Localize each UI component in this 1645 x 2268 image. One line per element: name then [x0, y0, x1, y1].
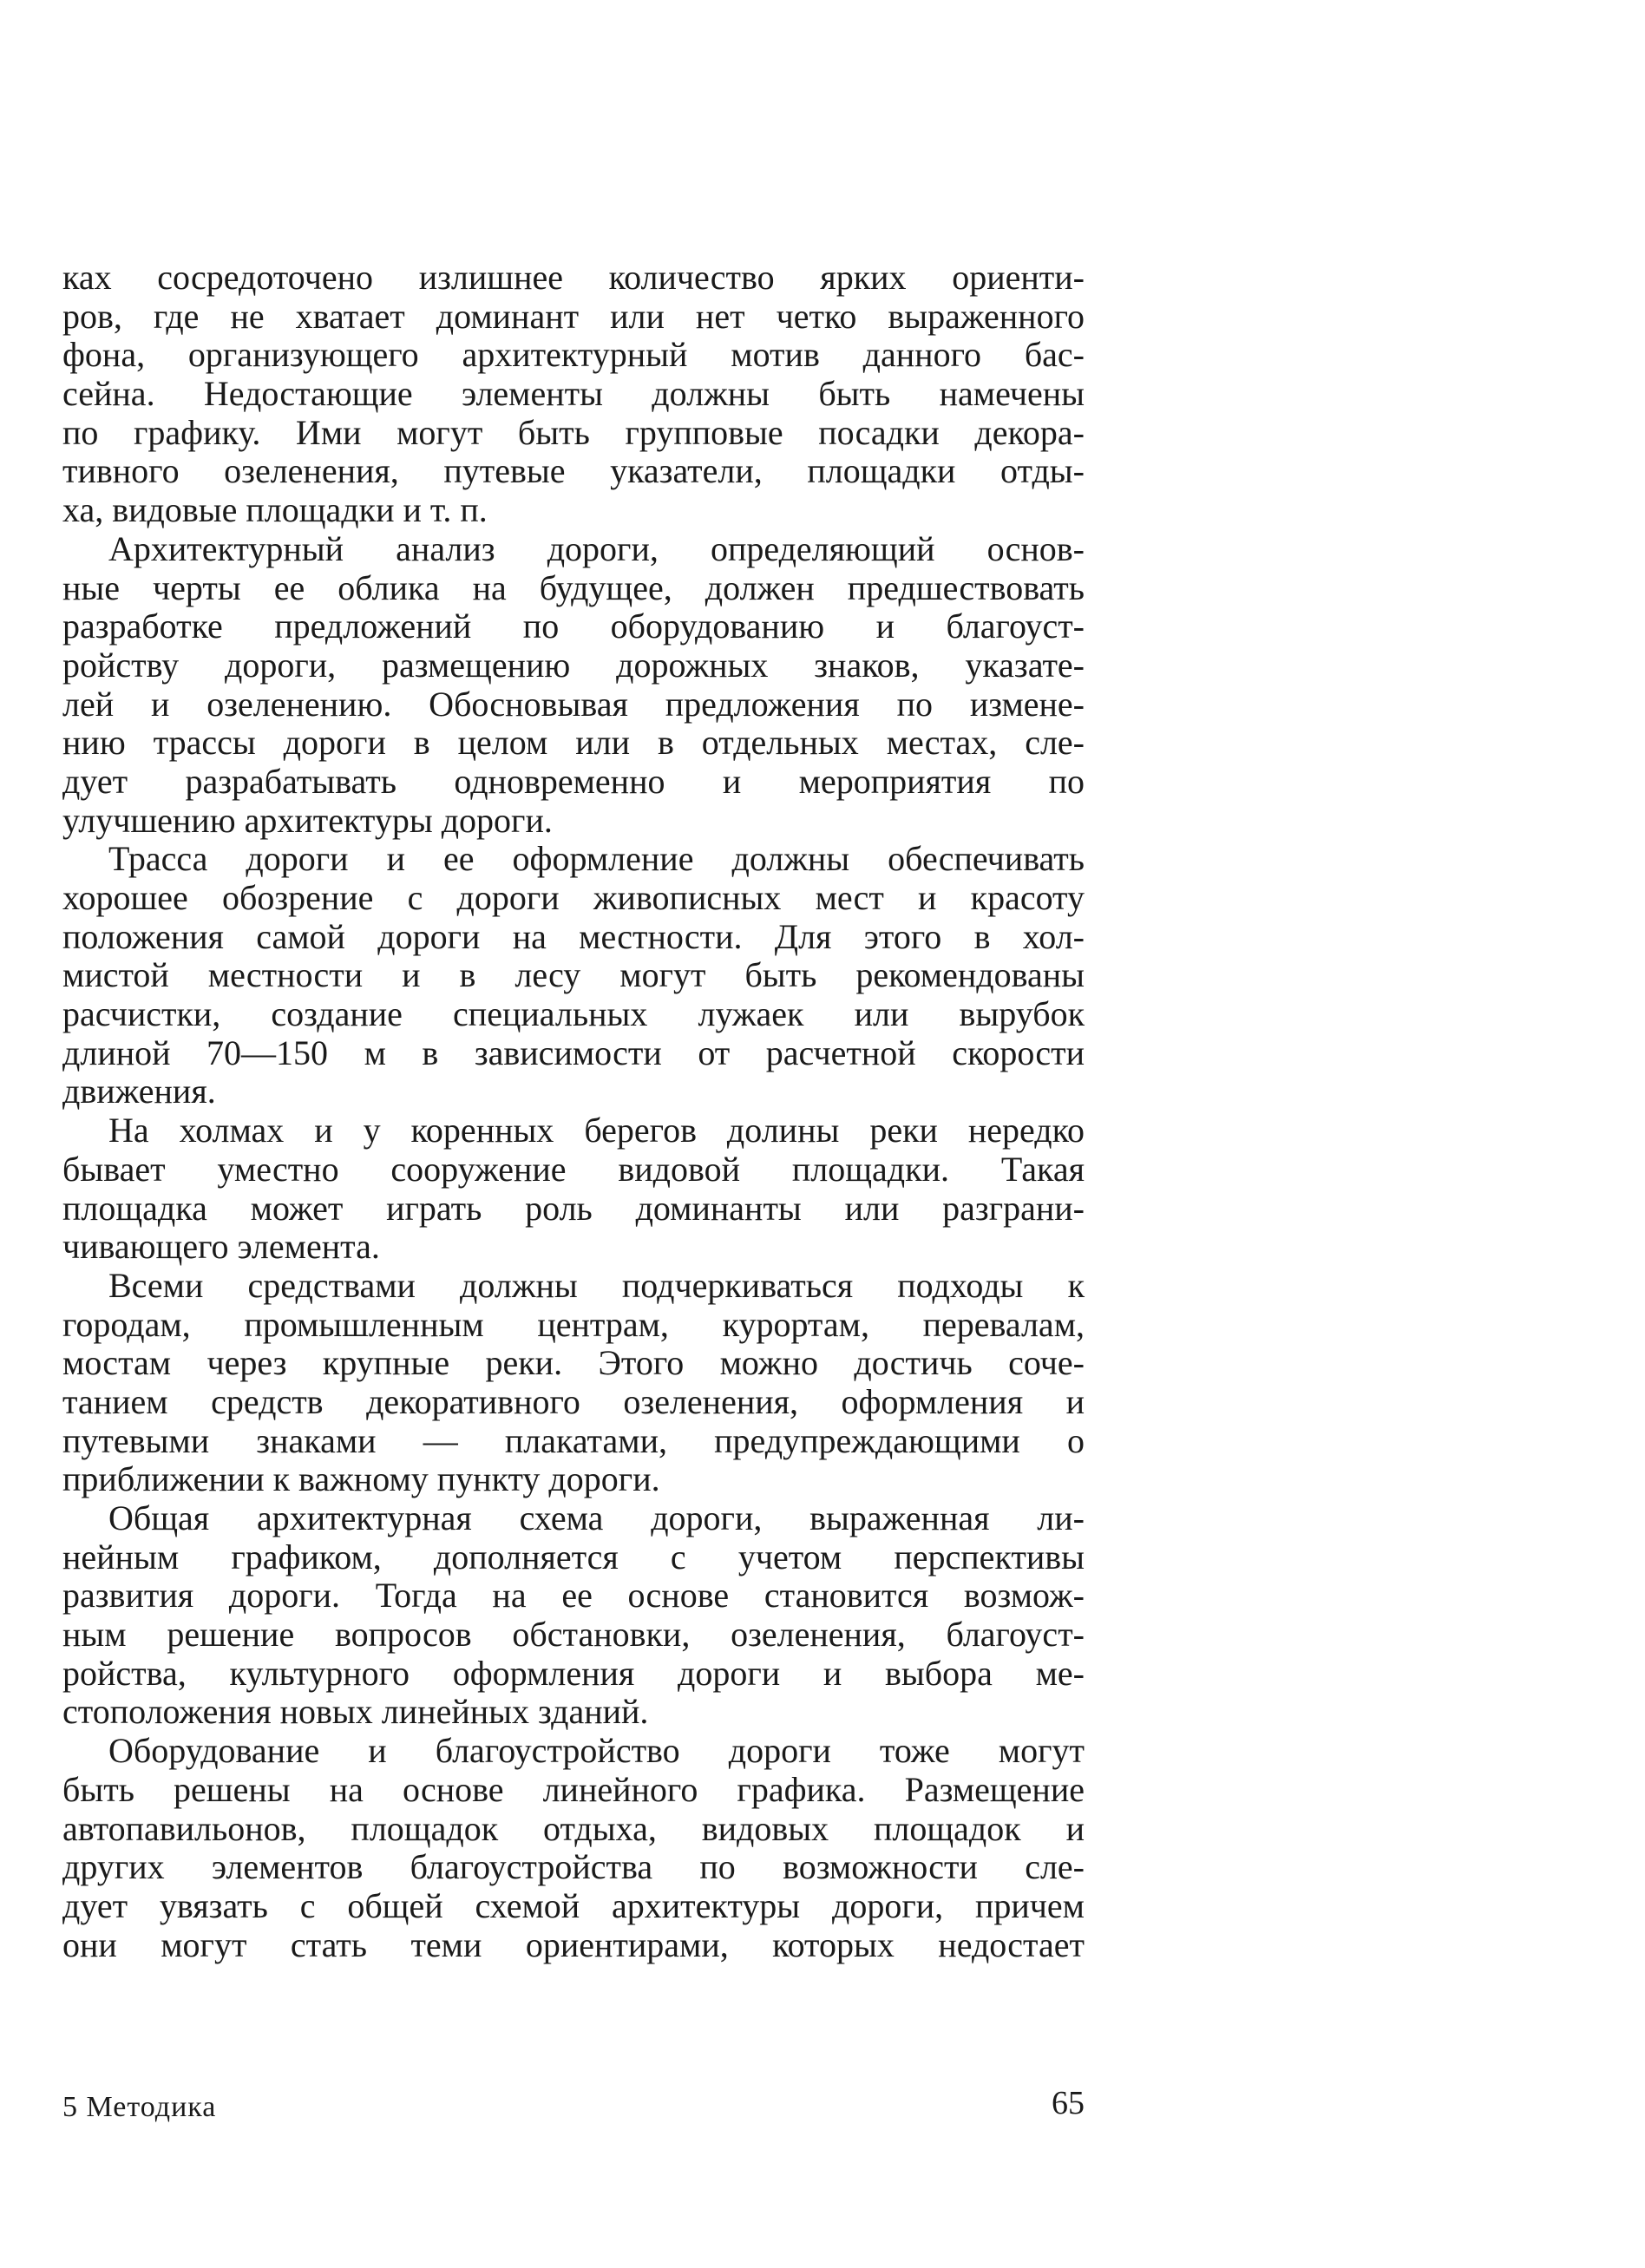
- paragraph: [62, 1111, 1085, 1267]
- paragraph: [62, 840, 1085, 1111]
- text-line: автопавильонов, площадок отдыха, видовых площадок и: [62, 1808, 1085, 1848]
- text-line: других элементов благоустройства по возможности сле-: [62, 1847, 1085, 1887]
- text-line: быть решены на основе линейного графика. Размещение: [62, 1769, 1085, 1809]
- text-line: дует разрабатывать одновременно и мероприятия по: [62, 761, 1085, 801]
- text-line: бывает уместно сооружение видовой площадки. Такая: [62, 1149, 1085, 1189]
- text-line: На холмах и у коренных берегов долины реки нередко: [108, 1111, 1085, 1150]
- text-line: танием средств декоративного озеленения, оформления и: [62, 1381, 1085, 1421]
- text-line: нейным графиком, дополняется с учетом перспективы: [62, 1537, 1085, 1576]
- text-line: они могут стать теми ориентирами, которых недостает: [62, 1924, 1085, 1964]
- text-line: длиной 70—150 м в зависимости от расчетной скорости: [62, 1032, 1085, 1072]
- text-line: улучшению архитектуры дороги.: [62, 800, 553, 840]
- text-line: Оборудование и благоустройство дороги тоже могут: [108, 1731, 1085, 1771]
- text-line: городам, промышленным центрам, курортам, перевалам,: [62, 1304, 1085, 1344]
- text-line: по графику. Ими могут быть групповые посадки декора-: [62, 412, 1085, 452]
- text-line: стоположения новых линейных зданий.: [62, 1692, 649, 1732]
- paragraph: [62, 259, 1085, 530]
- text-line: Всеми средствами должны подчеркиваться подходы к: [108, 1265, 1085, 1305]
- text-line: фона, организующего архитектурный мотив данного бас-: [62, 335, 1085, 375]
- text-line: площадка может играть роль доминанты или разграни-: [62, 1188, 1085, 1228]
- text-line: сейна. Недостающие элементы должны быть намечены: [62, 374, 1085, 414]
- text-line: Архитектурный анализ дороги, определяющий основ-: [108, 528, 1085, 568]
- text-line: ха, видовые площадки и т. п.: [62, 490, 488, 530]
- text-line: ные черты ее облика на будущее, должен предшествовать: [62, 567, 1085, 607]
- signature-mark: 5 Методика: [62, 2091, 217, 2123]
- text-line: чивающего элемента.: [62, 1227, 380, 1267]
- text-line: положения самой дороги на местности. Для этого в хол-: [62, 916, 1085, 956]
- text-line: развития дороги. Тогда на ее основе становится возмож-: [62, 1576, 1085, 1616]
- text-line: расчистки, создание специальных лужаек или вырубок: [62, 994, 1085, 1034]
- text-line: ках сосредоточено излишнее количество ярких ориенти-: [62, 258, 1085, 297]
- body-text: [62, 259, 1085, 1964]
- text-line: хорошее обозрение с дороги живописных мест и красоту: [62, 878, 1085, 917]
- text-line: дует увязать с общей схемой архитектуры дороги, причем: [62, 1885, 1085, 1925]
- paragraph: [62, 1732, 1085, 1964]
- paragraph: [62, 530, 1085, 841]
- text-line: ройства, культурного оформления дороги и выбора ме-: [62, 1653, 1085, 1693]
- text-line: движения.: [62, 1072, 216, 1111]
- paragraph: [62, 1499, 1085, 1732]
- text-line: путевыми знаками — плакатами, предупреждающими о: [62, 1420, 1085, 1460]
- text-line: лей и озеленению. Обосновывая предложения по измене-: [62, 684, 1085, 724]
- text-line: ров, где не хватает доминант или нет четко выраженного: [62, 296, 1085, 336]
- paragraph: [62, 1267, 1085, 1499]
- text-line: разработке предложений по оборудованию и благоуст-: [62, 606, 1085, 646]
- page-number: 65: [1052, 2085, 1085, 2121]
- text-line: Общая архитектурная схема дороги, выраженная ли-: [108, 1498, 1085, 1537]
- text-line: нию трассы дороги в целом или в отдельных местах, сле-: [62, 723, 1085, 763]
- text-line: ным решение вопросов обстановки, озеленения, благоуст-: [62, 1615, 1085, 1655]
- text-line: мостам через крупные реки. Этого можно достичь соче-: [62, 1343, 1085, 1383]
- text-line: приближении к важному пункту дороги.: [62, 1459, 660, 1499]
- text-line: тивного озеленения, путевые указатели, площадки отды-: [62, 451, 1085, 491]
- text-line: ройству дороги, размещению дорожных знаков, указате-: [62, 645, 1085, 685]
- text-line: Трасса дороги и ее оформление должны обеспечивать: [108, 839, 1085, 879]
- text-line: мистой местности и в лесу могут быть рекомендованы: [62, 955, 1085, 995]
